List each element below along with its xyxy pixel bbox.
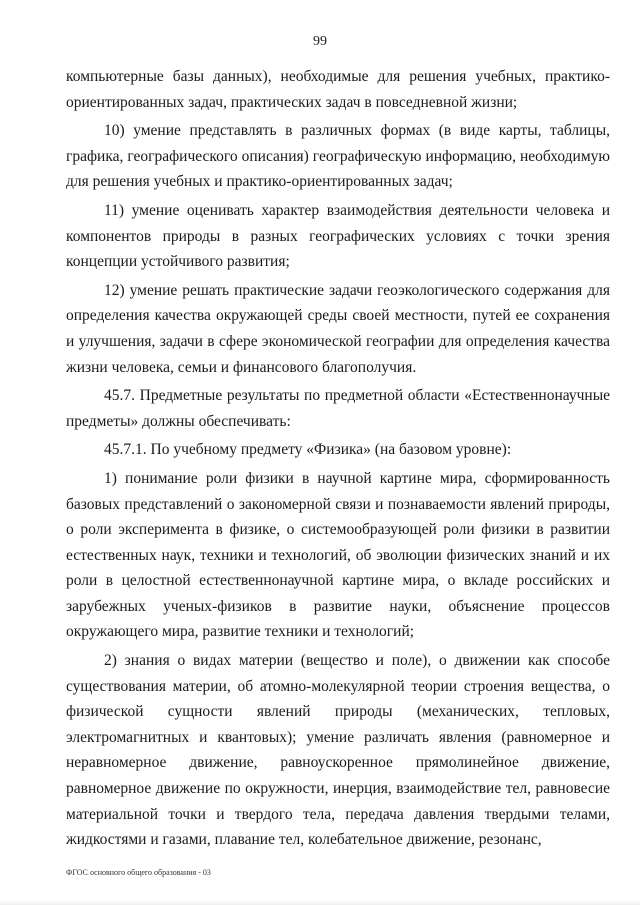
scan-bottom-edge — [0, 900, 640, 905]
page-number: 99 — [313, 34, 327, 49]
paragraph-item-10: 10) умение представлять в различных формах (в виде карты, таблицы, графика, географического описания) географическую информацию, необходимую для решения учебных и практико-ориентированных задач; — [66, 122, 610, 191]
subsection-heading-45-7-1: 45.7.1. По учебному предмету «Физика» (на базовом уровне): — [104, 441, 512, 459]
paragraph-item-11: 11) умение оценивать характер взаимодействия деятельности человека и компонентов природы в разных географических условиях с точки зрения концепции устойчивого развития; — [66, 201, 610, 271]
document-body — [66, 64, 610, 853]
paragraph-item-12: 12) умение решать практические задачи геоэкологического содержания для определения качества окружающей среды своей местности, путей ее сохранения и улучшения, задачи в сфере экономической географии для определения качества жизни человека, семьи и финансового благополучия. — [66, 281, 610, 376]
paragraph-physics-item-2: 2) знания о видах материи (вещество и поле), о движении как способе существования материи, об атомно-молекулярной теории строения вещества, о физической сущности явлений природы (механических, тепловых, электромагнитных и квантовых); умение различать явления (равномерное и неравномерное движение, равноускоренное прямолинейное движение, равномерное движение по окружности, инерция, взаимодействие тел, равновесие материальной точки и твердого тела, передача давления твердыми телами, жидкостями и газами, плавание тел, колебательное движение, резонанс, — [66, 652, 610, 849]
page-footer: ФГОС основного общего образования - 03 — [66, 868, 211, 877]
section-heading-45-7: 45.7. Предметные результаты по предметной области «Естественнонаучные предметы» должны обеспечивать: — [66, 387, 610, 430]
paragraph-continuation: компьютерные базы данных), необходимые для решения учебных, практико-ориентированных задач, практических задач в повседневной жизни; — [66, 68, 610, 111]
paragraph-physics-item-1: 1) понимание роли физики в научной картине мира, сформированность базовых представлений о закономерной связи и познаваемости явлений природы, о роли эксперимента в физике, о системообразующей роли физики в развитии естественных наук, техники и технологий, об эволюции физических знаний и их роли в целостной естественнонаучной картине мира, о вкладе российских и зарубежных ученых-физиков в развитие науки, объяснение процессов окружающего мира, развитие техники и технологий; — [66, 469, 610, 641]
